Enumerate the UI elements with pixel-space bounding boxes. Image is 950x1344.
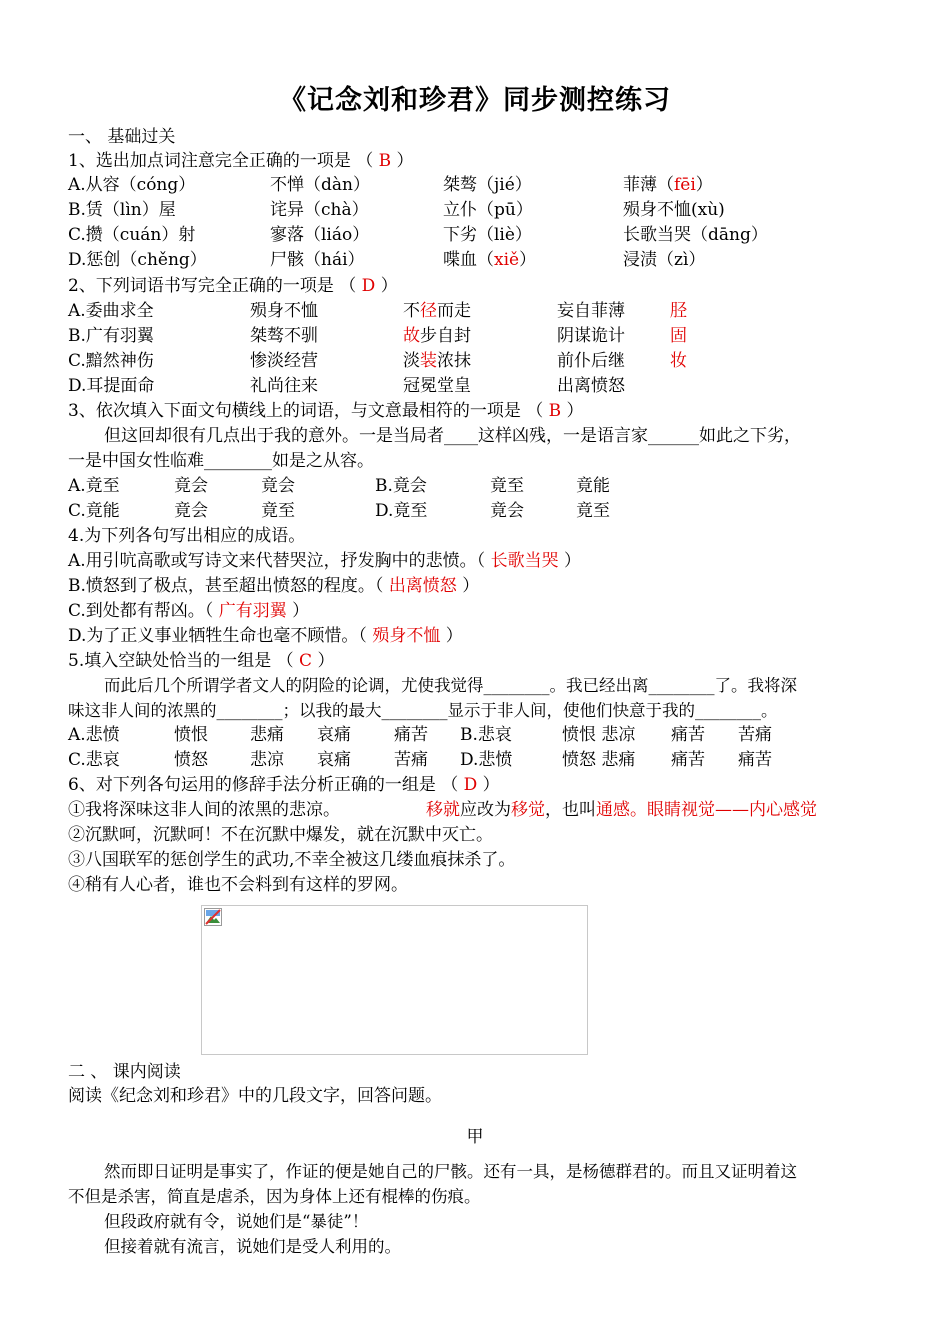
q1-c3: 下劣（liè） xyxy=(443,225,532,245)
q5-opt-a4: 哀痛 xyxy=(317,725,351,745)
q6-stem: 6、对下列各句运用的修辞手法分析正确的一组是 （ D ） xyxy=(68,775,500,795)
q2-b1: B.广有羽翼 xyxy=(68,326,154,346)
q6-sentence-2: ②沉默呵，沉默呵！不在沉默中爆发，就在沉默中灭亡。 xyxy=(68,825,493,845)
q4-item-c: C.到处都有帮凶。（ 广有羽翼 ） xyxy=(68,601,310,621)
q3-opt-a2: 竟会 xyxy=(174,476,208,496)
q6-answer: D xyxy=(463,775,478,795)
q5-answer: C xyxy=(299,651,313,671)
q2-d1: D.耳提面命 xyxy=(68,376,155,396)
q3-opt-d1: D.竟至 xyxy=(375,501,428,521)
q4-stem: 4.为下列各句写出相应的成语。 xyxy=(68,526,306,546)
q1-d3: 喋血（xiě） xyxy=(443,250,537,270)
q1-d1: D.惩创（chěng） xyxy=(68,250,207,270)
q3-opt-b2: 竟至 xyxy=(490,476,524,496)
q5-opt-d1: D.悲愤 xyxy=(460,750,513,770)
q3-opt-c2: 竟会 xyxy=(174,501,208,521)
q3-opt-c3: 竟至 xyxy=(261,501,295,521)
q5-opt-a3: 悲痛 xyxy=(250,725,284,745)
q2-a-correction: 胫 xyxy=(670,301,687,321)
q5-para-2: 味这非人间的浓黑的________；以我的最大________显示于非人间，使他们快意于我的________。 xyxy=(68,701,778,720)
passage-p2: 但段政府就有令，说她们是“暴徒”！ xyxy=(104,1212,369,1231)
q5-opt-c2: 愤怒 xyxy=(174,750,208,770)
q2-d2: 礼尚往来 xyxy=(250,376,318,396)
q2-b3: 故步自封 xyxy=(403,326,471,346)
passage-p1-line1: 然而即日证明是事实了，作证的便是她自己的尸骸。还有一具，是杨德群君的。而且又证明着这 xyxy=(104,1162,797,1181)
section-reading: 二 、 课内阅读 xyxy=(68,1062,181,1082)
q5-opt-c5: 苦痛 xyxy=(394,750,428,770)
q5-opt-c1: C.悲哀 xyxy=(68,750,120,770)
page-title: 《记念刘和珍君》同步测控练习 xyxy=(279,85,671,116)
q2-a3: 不径而走 xyxy=(403,301,471,321)
q4-item-d: D.为了正义事业牺牲生命也毫不顾惜。（ 殒身不恤 ） xyxy=(68,626,463,646)
q5-opt-c3: 悲凉 xyxy=(250,750,284,770)
q2-c-correction: 妆 xyxy=(670,351,687,371)
q1-c4: 长歌当哭（dāng） xyxy=(623,225,768,245)
q5-opt-a5: 痛苦 xyxy=(394,725,428,745)
q1-b1: B.赁（lìn）屋 xyxy=(68,200,176,220)
q3-opt-a1: A.竟至 xyxy=(68,476,120,496)
q1-stem: 1、选出加点词注意完全正确的一项是 （ B ） xyxy=(68,151,414,171)
q5-opt-a2: 愤恨 xyxy=(174,725,208,745)
q2-b4: 阴谋诡计 xyxy=(557,326,625,346)
q2-a4: 妄自菲薄 xyxy=(557,301,625,321)
q3-opt-b1: B.竟会 xyxy=(375,476,427,496)
q6-sentence-4: ④稍有人心者，谁也不会料到有这样的罗网。 xyxy=(68,875,408,895)
q1-b3: 立仆（pū） xyxy=(443,200,533,220)
q5-opt-b3: 痛苦 xyxy=(671,725,705,745)
q2-c4: 前仆后继 xyxy=(557,351,625,371)
q5-opt-b2: 愤恨 悲凉 xyxy=(562,725,636,745)
q3-opt-d3: 竟至 xyxy=(576,501,610,521)
reading-intro: 阅读《纪念刘和珍君》中的几段文字，回答问题。 xyxy=(68,1086,442,1106)
q3-para-2: 一是中国女性临难________如是之从容。 xyxy=(68,451,374,471)
q1-d2: 尸骸（hái） xyxy=(270,250,365,270)
q5-opt-d3: 痛苦 xyxy=(671,750,705,770)
q5-opt-d2: 愤怒 悲痛 xyxy=(562,750,636,770)
q3-opt-a3: 竟会 xyxy=(261,476,295,496)
section-basic: 一、 基础过关 xyxy=(68,127,176,147)
q3-opt-b3: 竟能 xyxy=(576,476,610,496)
q2-b-correction: 固 xyxy=(670,326,687,346)
q4-item-a: A.用引吭高歌或写诗文来代替哭泣，抒发胸中的悲愤。（ 长歌当哭 ） xyxy=(68,551,581,571)
q2-c1: C.黯然神伤 xyxy=(68,351,154,371)
q1-a3: 桀骜（jié） xyxy=(443,175,532,195)
q6-sentence-3: ③八国联军的惩创学生的武功,不幸全被这几缕血痕抹杀了。 xyxy=(68,850,516,870)
q1-c2: 寥落（liáo） xyxy=(270,225,370,245)
q5-opt-c4: 哀痛 xyxy=(317,750,351,770)
q3-stem: 3、依次填入下面文句横线上的词语，与文意最相符的一项是 （ B ） xyxy=(68,401,584,421)
q2-d3: 冠冕堂皇 xyxy=(403,376,471,396)
q2-answer: D xyxy=(361,276,376,296)
q5-opt-d4: 痛苦 xyxy=(738,750,772,770)
q6-note: 移就应改为移觉，也叫通感。眼睛视觉——内心感觉 xyxy=(426,800,817,820)
q2-d4: 出离愤怒 xyxy=(557,376,625,396)
q3-opt-d2: 竟会 xyxy=(490,501,524,521)
q2-c2: 惨淡经营 xyxy=(250,351,318,371)
q3-opt-c1: C.竟能 xyxy=(68,501,120,521)
q2-a1: A.委曲求全 xyxy=(68,301,154,321)
q5-opt-b4: 苦痛 xyxy=(738,725,772,745)
q1-b4: 殒身不恤(xù) xyxy=(623,200,725,220)
q1-a2: 不惮（dàn） xyxy=(270,175,370,195)
q1-answer: B xyxy=(378,151,392,171)
q1-a4: 菲薄（fēi） xyxy=(623,175,713,195)
passage-p1-line2: 不但是杀害，简直是虐杀，因为身体上还有棍棒的伤痕。 xyxy=(68,1187,481,1206)
q2-c3: 淡装浓抹 xyxy=(403,351,471,371)
passage-label: 甲 xyxy=(466,1127,484,1147)
q1-c1: C.攒（cuán）射 xyxy=(68,225,196,245)
image-placeholder xyxy=(201,905,588,1055)
broken-image-icon xyxy=(204,908,222,926)
q1-a1: A.从容（cóng） xyxy=(68,175,196,195)
q5-opt-b1: B.悲哀 xyxy=(460,725,512,745)
q5-para-1: 而此后几个所谓学者文人的阴险的论调，尤使我觉得________。我已经出离________了。我将深 xyxy=(104,676,797,695)
q3-para-1: 但这回却很有几点出于我的意外。一是当局者____这样凶残，一是语言家______如此之下劣， xyxy=(104,426,801,446)
q2-stem: 2、下列词语书写完全正确的一项是 （ D ） xyxy=(68,276,398,296)
q4-item-b: B.愤怒到了极点，甚至超出愤怒的程度。（ 出离愤怒 ） xyxy=(68,576,480,596)
q3-answer: B xyxy=(548,401,562,421)
q1-b2: 诧异（chà） xyxy=(270,200,369,220)
q2-a2: 殒身不恤 xyxy=(250,301,318,321)
q2-b2: 桀骜不驯 xyxy=(250,326,318,346)
q5-stem: 5.填入空缺处恰当的一组是 （ C ） xyxy=(68,651,335,671)
passage-p3: 但接着就有流言，说她们是受人利用的。 xyxy=(104,1237,401,1256)
q5-opt-a1: A.悲愤 xyxy=(68,725,120,745)
q1-d4: 浸渍（zì） xyxy=(623,250,706,270)
q6-sentence-1: ①我将深味这非人间的浓黑的悲凉。 xyxy=(68,800,340,820)
